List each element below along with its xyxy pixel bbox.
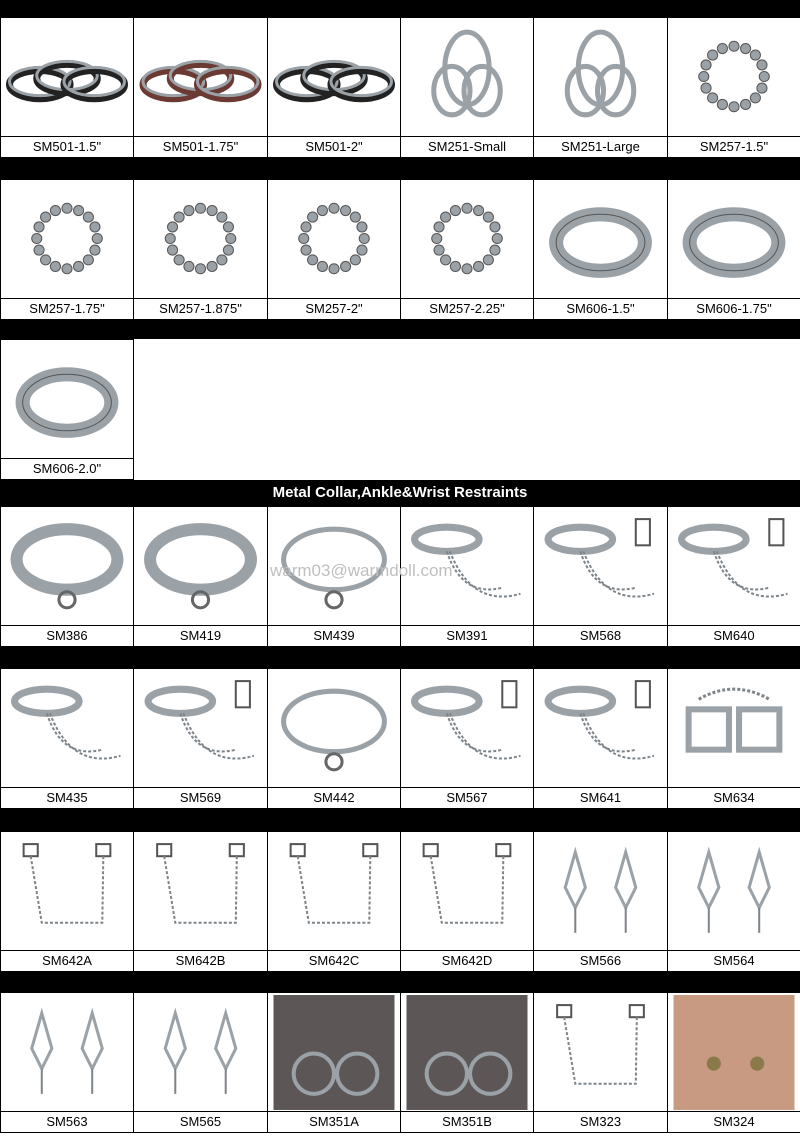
product-code: SM569 bbox=[134, 787, 267, 808]
product-cell[interactable] bbox=[267, 506, 401, 647]
product-cell[interactable] bbox=[0, 179, 134, 320]
product-cell[interactable] bbox=[267, 17, 401, 158]
product-code: SM257-1.875" bbox=[134, 298, 267, 319]
collar-icon bbox=[1, 507, 133, 626]
product-cell[interactable] bbox=[133, 506, 268, 647]
product-cell[interactable] bbox=[533, 17, 668, 158]
round-collar-icon bbox=[268, 507, 400, 626]
product-cell[interactable] bbox=[667, 992, 800, 1133]
product-cell[interactable] bbox=[400, 506, 534, 647]
product-cell[interactable] bbox=[0, 668, 134, 809]
photo-rings-icon bbox=[401, 993, 533, 1112]
product-code: SM642A bbox=[1, 950, 133, 971]
clover-clamps-icon bbox=[534, 832, 667, 951]
triple-ring-icon bbox=[534, 18, 667, 137]
product-code: SM642C bbox=[268, 950, 400, 971]
triple-ring-icon bbox=[401, 18, 533, 137]
collar-chain-clamp-icon bbox=[668, 507, 800, 626]
product-code: SM606-1.75" bbox=[668, 298, 800, 319]
product-cell[interactable] bbox=[667, 668, 800, 809]
product-cell[interactable] bbox=[0, 17, 134, 158]
collar-chain-clamp-icon bbox=[534, 507, 667, 626]
product-code: SM419 bbox=[134, 625, 267, 646]
round-collar-icon bbox=[268, 669, 400, 788]
clamp-chain-icon bbox=[268, 832, 400, 951]
product-code: SM568 bbox=[534, 625, 667, 646]
donut-ring-icon bbox=[534, 180, 667, 299]
product-code: SM442 bbox=[268, 787, 400, 808]
ball-ring-icon bbox=[268, 180, 400, 299]
product-cell[interactable] bbox=[400, 831, 534, 972]
product-code: SM257-2.25" bbox=[401, 298, 533, 319]
product-code: SM565 bbox=[134, 1111, 267, 1132]
product-code: SM251-Large bbox=[534, 136, 667, 157]
product-code: SM501-1.5" bbox=[1, 136, 133, 157]
product-code: SM564 bbox=[668, 950, 800, 971]
product-code: SM641 bbox=[534, 787, 667, 808]
product-cell[interactable] bbox=[400, 17, 534, 158]
clamp-chain-icon bbox=[401, 832, 533, 951]
header-bar bbox=[0, 0, 800, 17]
product-code: SM251-Small bbox=[401, 136, 533, 157]
divider-bar bbox=[0, 318, 800, 339]
ball-ring-icon bbox=[401, 180, 533, 299]
product-cell[interactable] bbox=[133, 831, 268, 972]
product-code: SM642B bbox=[134, 950, 267, 971]
clover-clamps-icon bbox=[1, 993, 133, 1112]
photo-rings-icon bbox=[268, 993, 400, 1112]
product-cell[interactable] bbox=[133, 668, 268, 809]
product-code: SM257-1.75" bbox=[1, 298, 133, 319]
ball-ring-icon bbox=[668, 18, 800, 137]
product-cell[interactable] bbox=[667, 179, 800, 320]
product-cell[interactable] bbox=[133, 17, 268, 158]
product-code: SM634 bbox=[668, 787, 800, 808]
collar-chain-icon bbox=[401, 507, 533, 626]
clover-clamps-icon bbox=[134, 993, 267, 1112]
product-code: SM391 bbox=[401, 625, 533, 646]
product-code: SM642D bbox=[401, 950, 533, 971]
collar-chain-clamp-icon bbox=[534, 669, 667, 788]
ball-ring-icon bbox=[1, 180, 133, 299]
product-cell[interactable] bbox=[0, 506, 134, 647]
collar-chain-clamp-icon bbox=[401, 669, 533, 788]
brown-band-rings-icon bbox=[134, 18, 267, 137]
divider-bar bbox=[0, 807, 800, 831]
section-title: Metal Collar,Ankle&Wrist Restraints bbox=[0, 480, 800, 506]
product-cell[interactable] bbox=[267, 179, 401, 320]
collar-icon bbox=[134, 507, 267, 626]
ball-ring-icon bbox=[134, 180, 267, 299]
product-cell[interactable] bbox=[667, 17, 800, 158]
product-cell[interactable] bbox=[0, 992, 134, 1133]
divider-bar bbox=[0, 644, 800, 668]
product-cell[interactable] bbox=[667, 506, 800, 647]
product-cell[interactable] bbox=[267, 992, 401, 1133]
product-code: SM351A bbox=[268, 1111, 400, 1132]
product-cell[interactable] bbox=[0, 831, 134, 972]
product-code: SM606-1.5" bbox=[534, 298, 667, 319]
product-code: SM439 bbox=[268, 625, 400, 646]
product-cell[interactable] bbox=[133, 992, 268, 1133]
watermark-email: warm03@warmdoll.com bbox=[270, 561, 453, 580]
product-code: SM386 bbox=[1, 625, 133, 646]
clover-clamps-icon bbox=[668, 832, 800, 951]
clamp-chain-icon bbox=[534, 993, 667, 1112]
product-code: SM640 bbox=[668, 625, 800, 646]
donut-ring-icon bbox=[1, 340, 133, 459]
product-code: SM351B bbox=[401, 1111, 533, 1132]
product-code: SM567 bbox=[401, 787, 533, 808]
product-code: SM501-2" bbox=[268, 136, 400, 157]
divider-bar bbox=[0, 158, 800, 179]
product-code: SM435 bbox=[1, 787, 133, 808]
product-code: SM606-2.0" bbox=[1, 458, 133, 479]
product-code: SM501-1.75" bbox=[134, 136, 267, 157]
product-cell[interactable] bbox=[533, 992, 668, 1133]
product-code: SM257-1.5" bbox=[668, 136, 800, 157]
black-band-rings-icon bbox=[1, 18, 133, 137]
clamp-chain-icon bbox=[1, 832, 133, 951]
collar-chain-clamp-icon bbox=[134, 669, 267, 788]
product-cell[interactable] bbox=[667, 831, 800, 972]
product-cell[interactable] bbox=[400, 668, 534, 809]
product-cell[interactable] bbox=[0, 339, 134, 480]
product-cell[interactable] bbox=[533, 506, 668, 647]
product-cell[interactable] bbox=[400, 179, 534, 320]
product-code: SM563 bbox=[1, 1111, 133, 1132]
product-code: SM323 bbox=[534, 1111, 667, 1132]
product-cell[interactable] bbox=[533, 179, 668, 320]
screw-clamp-icon bbox=[668, 669, 800, 788]
product-cell[interactable] bbox=[133, 179, 268, 320]
product-code: SM324 bbox=[668, 1111, 800, 1132]
black-band-rings-icon bbox=[268, 18, 400, 137]
clamp-chain-icon bbox=[134, 832, 267, 951]
product-cell[interactable] bbox=[533, 668, 668, 809]
collar-chain-icon bbox=[1, 669, 133, 788]
product-code: SM566 bbox=[534, 950, 667, 971]
product-cell[interactable] bbox=[533, 831, 668, 972]
product-code: SM257-2" bbox=[268, 298, 400, 319]
product-cell[interactable] bbox=[400, 992, 534, 1133]
product-cell[interactable] bbox=[267, 831, 401, 972]
donut-ring-icon bbox=[668, 180, 800, 299]
product-cell[interactable] bbox=[267, 668, 401, 809]
photo-skin-icon bbox=[668, 993, 800, 1112]
